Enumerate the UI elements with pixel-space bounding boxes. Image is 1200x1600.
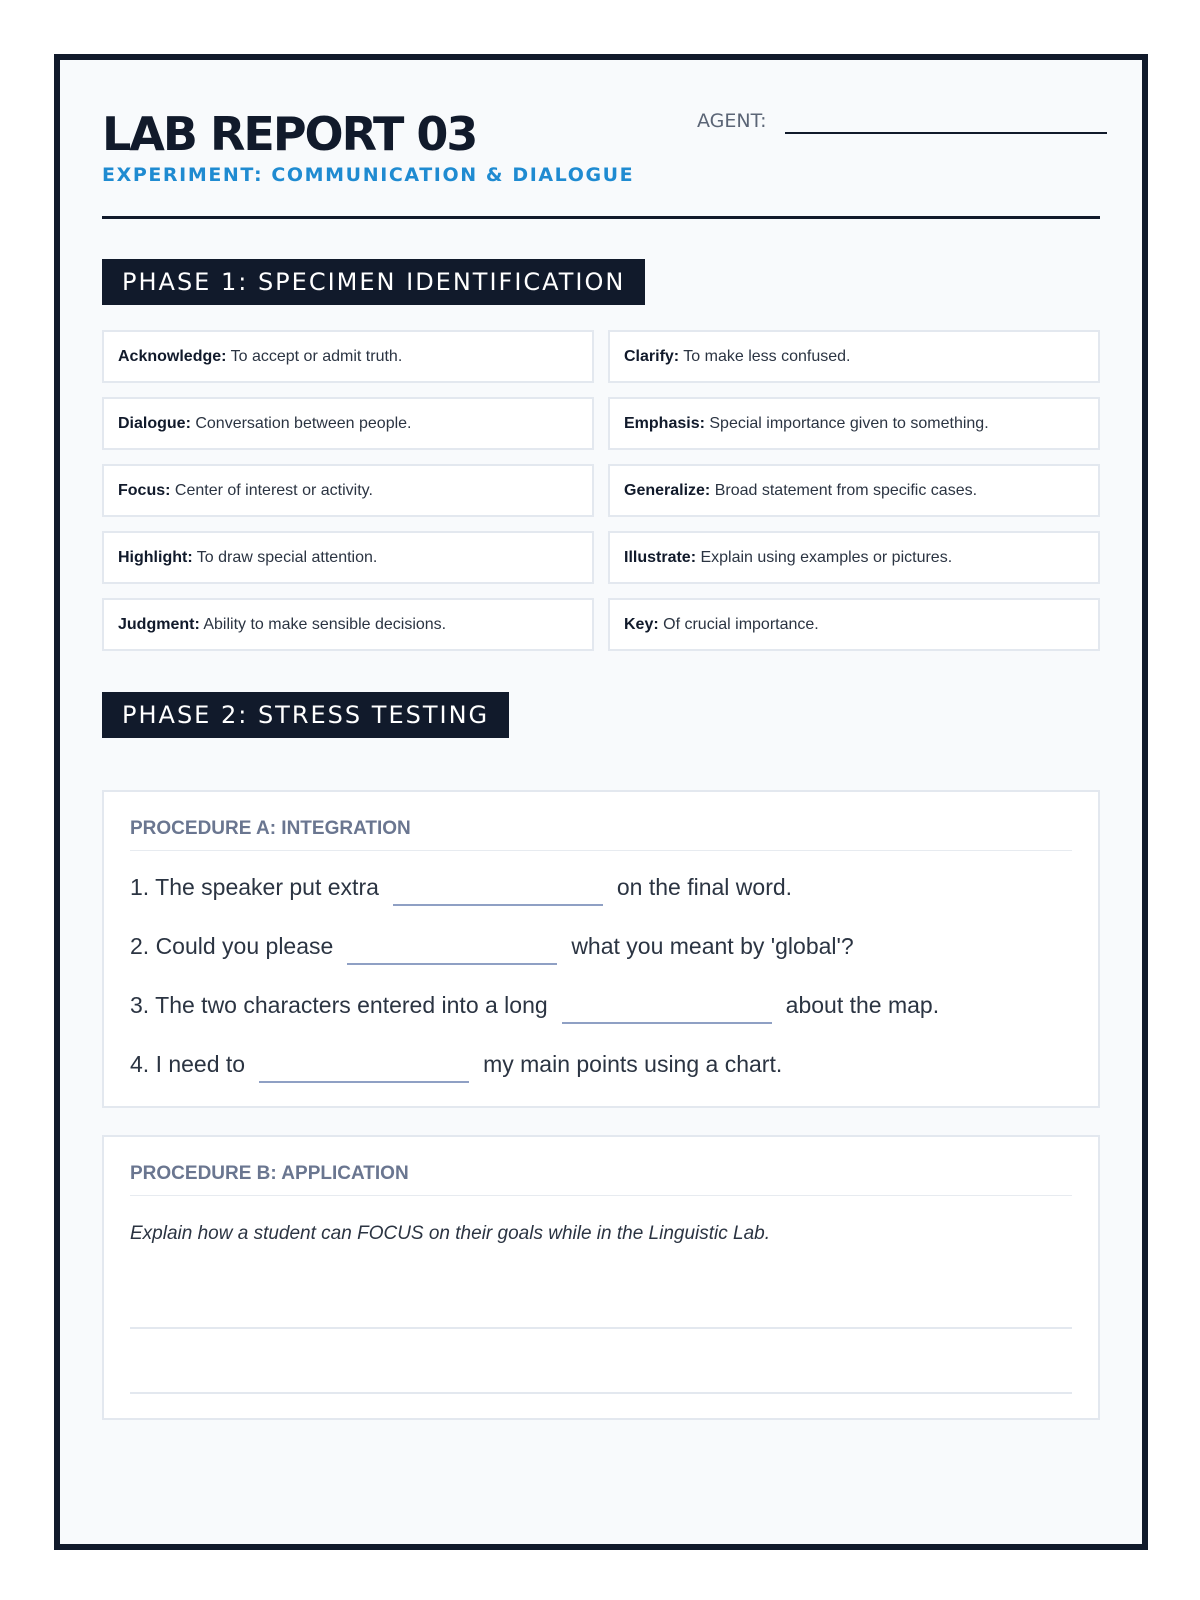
worksheet-page [54,54,1148,1550]
fill-in-item [130,874,1072,933]
vocab-term: Clarify: [624,347,680,365]
agent-field[interactable] [697,110,1107,140]
sentence-start: 3. The two characters entered into a long [130,992,548,1018]
phase1-heading: PHASE 1: SPECIMEN IDENTIFICATION [102,259,645,305]
sentence-end: my main points using a chart. [483,1051,783,1077]
vocab-card [102,598,594,651]
vocab-term: Emphasis: [624,414,705,432]
sentence-start: 4. I need to [130,1051,246,1077]
vocab-term: Acknowledge: [118,347,227,365]
page-subtitle: EXPERIMENT: COMMUNICATION & DIALOGUE [102,164,635,186]
agent-input-line[interactable] [785,132,1107,134]
vocab-card [102,330,594,383]
vocab-definition: Explain using examples or pictures. [696,548,953,566]
fill-in-item [130,992,1072,1051]
vocab-term: Illustrate: [624,548,697,566]
agent-label: AGENT: [697,110,767,132]
answer-line[interactable] [130,1327,1072,1329]
vocab-term: Focus: [118,481,171,499]
procedure-a-panel [102,790,1100,1108]
vocab-term: Generalize: [624,481,711,499]
vocab-card [102,397,594,450]
vocab-term: Judgment: [118,615,200,633]
vocab-card [102,464,594,517]
vocab-card [608,330,1100,383]
vocab-card [608,464,1100,517]
vocab-term: Key: [624,615,659,633]
vocab-definition: Ability to make sensible decisions. [199,615,447,633]
procedure-b-panel [102,1135,1100,1420]
answer-blank[interactable] [562,992,772,1024]
vocab-definition: Of crucial importance. [658,615,819,633]
vocab-definition: To make less confused. [679,347,851,365]
answer-blank[interactable] [347,933,557,965]
vocab-card [102,531,594,584]
answer-blank[interactable] [393,874,603,906]
sentence-end: on the final word. [616,874,793,900]
fill-in-item [130,1051,1072,1110]
page-title: LAB REPORT 03 [102,107,477,161]
writing-prompt: Explain how a student can FOCUS on their goals while in the Linguistic Lab. [130,1223,771,1244]
sentence-start: 1. The speaker put extra [130,874,379,900]
vocab-card [608,397,1100,450]
vocab-term: Dialogue: [118,414,191,432]
vocab-definition: Special importance given to something. [704,414,989,432]
vocab-card [608,531,1100,584]
phase2-heading: PHASE 2: STRESS TESTING [102,692,509,738]
fill-in-item [130,933,1072,992]
vocab-definition: Conversation between people. [190,414,412,432]
answer-blank[interactable] [259,1051,469,1083]
fill-in-list [130,874,1072,1110]
vocab-definition: To accept or admit truth. [226,347,403,365]
vocab-definition: Center of interest or activity. [170,481,373,499]
vocab-definition: Broad statement from specific cases. [710,481,978,499]
vocab-card [608,598,1100,651]
procedure-a-title: PROCEDURE A: INTEGRATION [130,818,1072,851]
vocab-term: Highlight: [118,548,193,566]
answer-line[interactable] [130,1392,1072,1394]
sentence-end: what you meant by 'global'? [571,933,854,959]
sentence-start: 2. Could you please [130,933,334,959]
sentence-end: about the map. [785,992,940,1018]
vocab-definition: To draw special attention. [192,548,378,566]
header-divider [102,216,1100,219]
procedure-b-title: PROCEDURE B: APPLICATION [130,1163,1072,1196]
vocabulary-grid [102,330,1100,651]
